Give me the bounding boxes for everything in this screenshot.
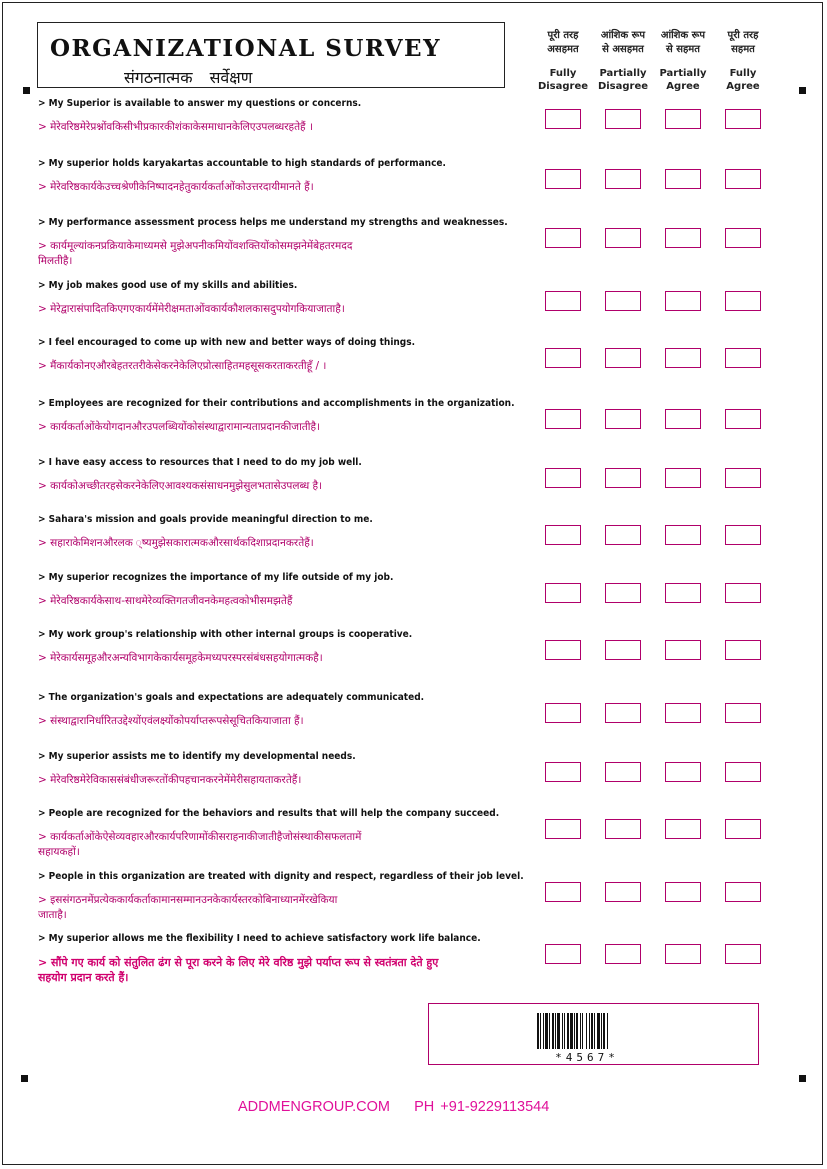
response-box-2[interactable] [605, 640, 641, 660]
question-hindi: > मेरेवरिष्ठमेरेप्रश्नोंवकिसीभीप्रकारकीशंकाकेसमाधानकेलिएउपलब्धरहतेहैं । [38, 121, 313, 133]
barcode-bar [582, 1013, 583, 1049]
barcode-bar [591, 1013, 593, 1049]
footer-phone: PH +91-9229113544 [414, 1099, 550, 1115]
response-box-3[interactable] [665, 882, 701, 902]
response-box-4[interactable] [725, 703, 761, 723]
response-box-1[interactable] [545, 525, 581, 545]
question-english: > My job makes good use of my skills and abilities. [38, 280, 298, 291]
barcode-bar [555, 1013, 556, 1049]
question-hindi: > मेरेवरिष्ठकार्यकेसाथ-साथमेरेव्यक्तिगतजीवनकेमहत्वकोभीसमझतेहैं [38, 595, 293, 607]
question-hindi: > मेरेद्वारासंपादितकिएगएकार्यमेंमेरीक्षमताओंवकार्यकौशलकासदुपयोगकियाजाताहै। [38, 303, 345, 315]
registration-mark [799, 87, 806, 94]
registration-mark [799, 1075, 806, 1082]
response-box-4[interactable] [725, 109, 761, 129]
barcode-box [428, 1003, 759, 1065]
response-box-1[interactable] [545, 468, 581, 488]
barcode-bar [567, 1013, 569, 1049]
response-box-4[interactable] [725, 762, 761, 782]
response-box-1[interactable] [545, 409, 581, 429]
response-box-2[interactable] [605, 882, 641, 902]
question-hindi: > मेरेवरिष्ठमेरेविकाससंबंधीजरूरतोंकीपहचानकरनेमेंमेरीसहायताकरतेहैं। [38, 774, 302, 786]
response-box-3[interactable] [665, 109, 701, 129]
question-english: > My superior assists me to identify my developmental needs. [38, 751, 356, 762]
response-box-2[interactable] [605, 583, 641, 603]
column-header-hindi: आंशिक रूप से असहमत [600, 30, 646, 55]
question-english: > Employees are recognized for their contributions and accomplishments in the organization. [38, 398, 515, 409]
question-english: > My superior recognizes the importance of my life outside of my job. [38, 572, 394, 583]
response-box-2[interactable] [605, 703, 641, 723]
response-box-2[interactable] [605, 291, 641, 311]
barcode-bar [537, 1013, 539, 1049]
question-english: > My superior holds karyakartas accountable to high standards of performance. [38, 158, 446, 169]
barcode-number: *4567* [555, 1051, 619, 1064]
response-box-1[interactable] [545, 228, 581, 248]
barcode-bar [540, 1013, 541, 1049]
response-box-2[interactable] [605, 819, 641, 839]
barcode-bar [603, 1013, 605, 1049]
footer-contact [238, 1099, 549, 1115]
question-hindi: > मेरेवरिष्ठकार्यकेउच्चश्रेणीकेनिष्पादनहेतुकार्यकर्ताओंकोउत्तरदायीमानते हैं। [38, 181, 314, 193]
response-box-2[interactable] [605, 525, 641, 545]
question-hindi: > मेरेकार्यसमूहऔरअन्यविभागकेकार्यसमूहकेमध्यपरस्परसंबंधसहयोगात्मकहै। [38, 652, 323, 664]
barcode-bar [574, 1013, 575, 1049]
question-english: > My work group's relationship with other internal groups is cooperative. [38, 629, 413, 640]
survey-title-hindi: संगठनात्मक सर्वेक्षण [124, 68, 253, 87]
response-box-3[interactable] [665, 348, 701, 368]
response-box-3[interactable] [665, 703, 701, 723]
response-box-4[interactable] [725, 169, 761, 189]
barcode-bar [557, 1013, 560, 1049]
response-box-3[interactable] [665, 409, 701, 429]
column-header-hindi: पूरी तरह असहमत [547, 30, 579, 55]
response-box-3[interactable] [665, 291, 701, 311]
question-hindi: > कार्यकर्ताओंकेयोगदानऔरउपलब्धियोंकोसंस्थाद्वारामान्यताप्रदानकीजातीहै। [38, 421, 321, 433]
response-box-1[interactable] [545, 819, 581, 839]
barcode-bar [594, 1013, 595, 1049]
response-box-3[interactable] [665, 525, 701, 545]
question-english: > People are recognized for the behaviors and results that will help the company succeed. [38, 808, 500, 819]
response-box-2[interactable] [605, 409, 641, 429]
response-box-3[interactable] [665, 228, 701, 248]
column-header-english: Partially Agree [659, 68, 707, 92]
barcode-bar [601, 1013, 602, 1049]
registration-mark [21, 1075, 28, 1082]
question-english: > I have easy access to resources that I need to do my job well. [38, 457, 362, 468]
response-box-1[interactable] [545, 762, 581, 782]
response-box-4[interactable] [725, 525, 761, 545]
question-english: > My performance assessment process helps me understand my strengths and weaknesses. [38, 217, 508, 228]
barcode-bar [543, 1013, 544, 1049]
question-hindi: > सहाराकेमिशनऔरलक ्ष्यमुझेसकारात्मकऔरसार्थकदिशाप्रदानकरतेहैं। [38, 537, 314, 549]
barcode [537, 1013, 637, 1049]
response-box-4[interactable] [725, 819, 761, 839]
response-box-4[interactable] [725, 882, 761, 902]
response-box-4[interactable] [725, 228, 761, 248]
response-box-3[interactable] [665, 819, 701, 839]
title-box [37, 22, 505, 88]
question-english: > Sahara's mission and goals provide meaningful direction to me. [38, 514, 373, 525]
question-hindi: > इससंगठनमेंप्रत्येककार्यकर्ताकामानसम्मानउनकेकार्यस्तरकोबिनाध्यानमेंरखेकिया जाताहै। [38, 894, 338, 921]
question-english: > The organization's goals and expectations are adequately communicated. [38, 692, 425, 703]
response-box-4[interactable] [725, 583, 761, 603]
response-box-2[interactable] [605, 944, 641, 964]
response-box-2[interactable] [605, 109, 641, 129]
barcode-bar [552, 1013, 554, 1049]
response-box-3[interactable] [665, 169, 701, 189]
response-box-2[interactable] [605, 762, 641, 782]
question-english: > My Superior is available to answer my questions or concerns. [38, 98, 362, 109]
response-box-2[interactable] [605, 468, 641, 488]
response-box-1[interactable] [545, 169, 581, 189]
column-header-english: Fully Disagree [537, 68, 589, 92]
response-box-4[interactable] [725, 291, 761, 311]
question-english: > My superior allows me the flexibility I need to achieve satisfactory work life balance. [38, 933, 481, 944]
response-box-4[interactable] [725, 944, 761, 964]
barcode-bar [545, 1013, 548, 1049]
response-box-2[interactable] [605, 348, 641, 368]
column-header-hindi: पूरी तरह सहमत [727, 30, 759, 55]
response-box-3[interactable] [665, 583, 701, 603]
barcode-bar [562, 1013, 563, 1049]
barcode-bar [589, 1013, 590, 1049]
barcode-bar [607, 1013, 608, 1049]
response-box-1[interactable] [545, 944, 581, 964]
response-box-2[interactable] [605, 169, 641, 189]
response-box-4[interactable] [725, 348, 761, 368]
response-box-1[interactable] [545, 703, 581, 723]
question-hindi: > मैंकार्यकोनएऔरबेहतरतरीकेसेकरनेकेलिएप्रोत्साहितमहसूसकरताकरतीहूँ / । [38, 360, 327, 372]
column-header-english: Partially Disagree [597, 68, 649, 92]
response-box-1[interactable] [545, 109, 581, 129]
barcode-bar [549, 1013, 550, 1049]
question-english: > I feel encouraged to come up with new and better ways of doing things. [38, 337, 416, 348]
barcode-bar [570, 1013, 573, 1049]
response-box-1[interactable] [545, 640, 581, 660]
survey-title: ORGANIZATIONAL SURVEY [50, 35, 442, 62]
response-box-4[interactable] [725, 409, 761, 429]
column-header-english: Fully Agree [726, 68, 760, 92]
response-box-3[interactable] [665, 762, 701, 782]
response-box-1[interactable] [545, 291, 581, 311]
question-hindi: > कार्यकर्ताओंकेऐसेव्यवहारऔरकार्यपरिणामोंकीसराहनाकीजातीहैजोसंस्थाकीसफलतामें सहायकहों। [38, 831, 362, 858]
column-header-hindi: आंशिक रूप से सहमत [660, 30, 706, 55]
response-box-2[interactable] [605, 228, 641, 248]
barcode-bar [597, 1013, 600, 1049]
footer-website[interactable]: ADDMENGROUP.COM [238, 1099, 390, 1115]
response-box-1[interactable] [545, 348, 581, 368]
registration-mark [23, 87, 30, 94]
response-box-3[interactable] [665, 640, 701, 660]
response-box-3[interactable] [665, 944, 701, 964]
barcode-bar [586, 1013, 587, 1049]
question-hindi: > कार्यकोअच्छीतरहसेकरनेकेलिएआवश्यकसंसाधनमुझेसुलभतासेउपलब्ध है। [38, 480, 323, 492]
question-hindi: > सौंपे गए कार्य को संतुलित ढंग से पूरा करने के लिए मेरे वरिष्ठ मुझे पर्याप्त रूप से स्वतंत्रता देते हुए सहयोग प्रदान करते हैं। [38, 956, 439, 984]
question-english: > People in this organization are treated with dignity and respect, regardless of their job level. [38, 871, 524, 882]
question-hindi: > संस्थाद्वारानिर्धारितउद्देश्योंएवंलक्ष्योंकोपर्याप्तरूपसेसूचितकियाजाता हैं। [38, 715, 304, 727]
barcode-bar [576, 1013, 578, 1049]
response-box-1[interactable] [545, 882, 581, 902]
response-box-4[interactable] [725, 640, 761, 660]
response-box-3[interactable] [665, 468, 701, 488]
barcode-bar [564, 1013, 565, 1049]
response-box-4[interactable] [725, 468, 761, 488]
barcode-bar [580, 1013, 581, 1049]
question-hindi: > कार्यमूल्यांकनप्रक्रियाकेमाध्यमसे मुझेअपनीकमियोंवशक्तियोंकोसमझनेमेंबेहतरमदद मिलतीहै। [38, 240, 353, 267]
response-box-1[interactable] [545, 583, 581, 603]
